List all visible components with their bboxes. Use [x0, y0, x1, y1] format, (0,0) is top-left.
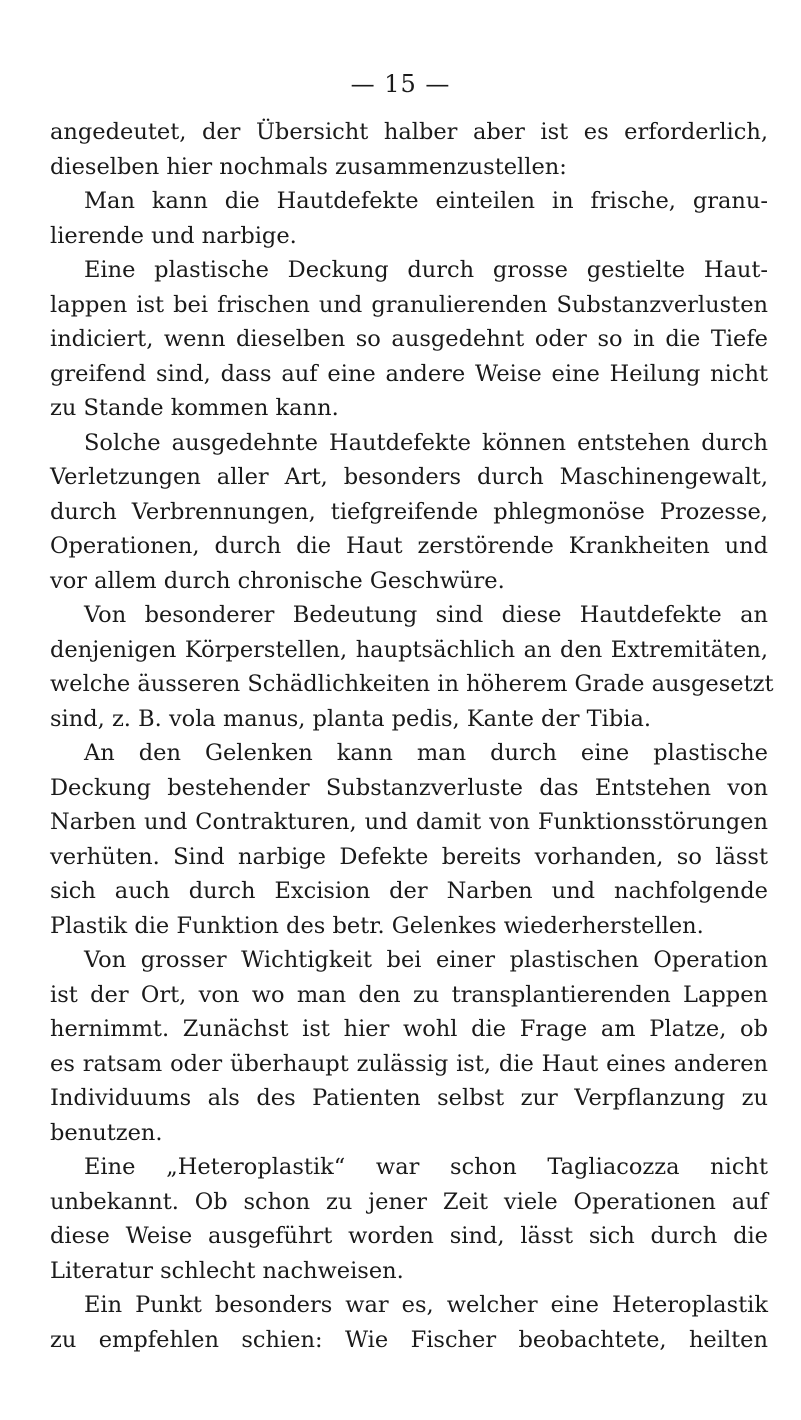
text-line: Eine „Heteroplastik“ war schon Tagliacozza nicht [84, 1154, 768, 1180]
text-line: sind, z. B. vola manus, planta pedis, Kante der Tibia. [50, 705, 652, 732]
text-line: Von besonderer Bedeutung sind diese Hautdefekte an [84, 602, 768, 628]
text-line: angedeutet, der Übersicht halber aber ist es erforderlich, [50, 119, 768, 145]
text-line: zu Stande kommen kann. [50, 395, 339, 421]
text-line: indiciert, wenn dieselben so ausgedehnt oder so in die Tiefe [50, 326, 768, 352]
text-line: Operationen, durch die Haut zerstörende Krankheiten und [50, 533, 768, 559]
text-line: zu empfehlen schien: Wie Fischer beobachtete, heilten [50, 1326, 768, 1353]
text-line: sich auch durch Excision der Narben und nachfolgende [50, 878, 768, 904]
text-line: Individuums als des Patienten selbst zur Verpflanzung zu [50, 1085, 768, 1111]
text-line: greifend sind, dass auf eine andere Weise eine Heilung nicht [50, 360, 768, 387]
text-line: Ein Punkt besonders war es, welcher eine Heteroplastik [84, 1292, 768, 1318]
text-line: Narben und Contrakturen, und damit von Funktionsstörungen [50, 809, 768, 835]
text-line: es ratsam oder überhaupt zulässig ist, die Haut eines anderen [50, 1050, 768, 1077]
text-line: ist der Ort, von wo man den zu transplantierenden Lappen [50, 981, 768, 1008]
page-number: — 15 — [350, 70, 451, 98]
text-line: lierende und narbige. [50, 222, 297, 249]
text-line: denjenigen Körperstellen, hauptsächlich an den Extremitäten, [50, 636, 768, 663]
text-line: Verletzungen aller Art, besonders durch Maschinengewalt, [50, 464, 768, 490]
text-line: benutzen. [50, 1119, 163, 1146]
text-line: vor allem durch chronische Geschwüre. [50, 567, 505, 594]
text-line: Solche ausgedehnte Hautdefekte können entstehen durch [84, 429, 768, 456]
text-line: dieselben hier nochmals zusammenzustellen: [50, 153, 567, 180]
text-line: hernimmt. Zunächst ist hier wohl die Frage am Platze, ob [50, 1016, 768, 1042]
text-line: Deckung bestehender Substanzverluste das Entstehen von [50, 774, 768, 801]
text-line: Von grosser Wichtigkeit bei einer plastischen Operation [84, 947, 768, 973]
text-line: durch Verbrennungen, tiefgreifende phlegmonöse Prozesse, [50, 498, 768, 525]
page-body-text [50, 115, 774, 1357]
text-line: Eine plastische Deckung durch grosse gestielte Haut- [84, 257, 768, 283]
text-line: diese Weise ausgeführt worden sind, lässt sich durch die [50, 1223, 768, 1249]
text-line: Plastik die Funktion des betr. Gelenkes wiederherstellen. [50, 912, 704, 939]
text-line: Man kann die Hautdefekte einteilen in frische, granu- [84, 188, 768, 214]
text-line: unbekannt. Ob schon zu jener Zeit viele Operationen auf [50, 1188, 768, 1215]
text-line: lappen ist bei frischen und granulierenden Substanzverlusten [50, 291, 768, 318]
text-line: An den Gelenken kann man durch eine plastische [84, 740, 768, 766]
text-line: Literatur schlecht nachweisen. [50, 1257, 404, 1284]
text-line: verhüten. Sind narbige Defekte bereits vorhanden, so lässt [50, 843, 768, 870]
text-line: welche äusseren Schädlichkeiten in höherem Grade ausgesetzt [50, 671, 774, 697]
